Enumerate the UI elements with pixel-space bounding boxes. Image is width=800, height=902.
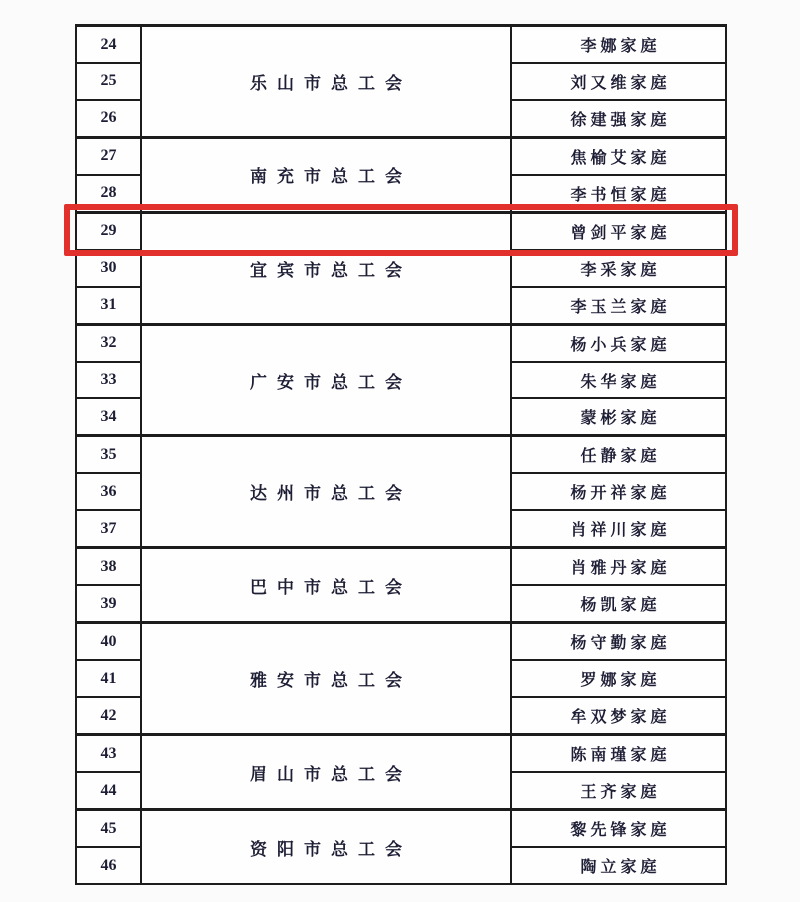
family-cell: 徐建强家庭: [511, 100, 726, 138]
family-cell: 李娜家庭: [511, 26, 726, 64]
family-cell: 肖雅丹家庭: [511, 548, 726, 586]
row-number-cell: 25: [76, 63, 141, 100]
family-cell: 曾剑平家庭: [511, 212, 726, 250]
table-row: [76, 623, 726, 661]
union-cell: 雅安市总工会: [141, 623, 511, 735]
row-number-cell: 43: [76, 735, 141, 773]
family-cell: 李书恒家庭: [511, 175, 726, 213]
row-number-cell: 41: [76, 660, 141, 697]
table-row: [76, 212, 726, 250]
union-cell: 广安市总工会: [141, 324, 511, 436]
row-number-cell: 39: [76, 585, 141, 623]
table-row: [76, 436, 726, 474]
family-cell: 杨小兵家庭: [511, 324, 726, 362]
family-cell: 任静家庭: [511, 436, 726, 474]
family-cell: 王齐家庭: [511, 772, 726, 810]
family-cell: 蒙彬家庭: [511, 398, 726, 436]
union-cell: 巴中市总工会: [141, 548, 511, 623]
row-number-cell: 30: [76, 250, 141, 287]
award-family-table: [75, 24, 727, 885]
table-row: [76, 26, 726, 64]
union-cell: 宜宾市总工会: [141, 212, 511, 324]
family-cell: 刘又维家庭: [511, 63, 726, 100]
family-cell: 黎先锋家庭: [511, 810, 726, 848]
row-number-cell: 36: [76, 473, 141, 510]
union-cell: 南充市总工会: [141, 137, 511, 212]
family-cell: 朱华家庭: [511, 362, 726, 399]
table-row: [76, 548, 726, 586]
row-number-cell: 24: [76, 26, 141, 64]
row-number-cell: 44: [76, 772, 141, 810]
family-cell: 杨守勤家庭: [511, 623, 726, 661]
family-cell: 陈南瑾家庭: [511, 735, 726, 773]
row-number-cell: 34: [76, 398, 141, 436]
family-cell: 陶立家庭: [511, 847, 726, 884]
family-cell: 罗娜家庭: [511, 660, 726, 697]
row-number-cell: 29: [76, 212, 141, 250]
table-row: [76, 137, 726, 175]
family-cell: 焦榆艾家庭: [511, 137, 726, 175]
family-cell: 杨凯家庭: [511, 585, 726, 623]
row-number-cell: 35: [76, 436, 141, 474]
table-row: [76, 735, 726, 773]
family-cell: 肖祥川家庭: [511, 510, 726, 548]
family-cell: 李采家庭: [511, 250, 726, 287]
row-number-cell: 40: [76, 623, 141, 661]
row-number-cell: 26: [76, 100, 141, 138]
row-number-cell: 27: [76, 137, 141, 175]
row-number-cell: 31: [76, 287, 141, 325]
row-number-cell: 32: [76, 324, 141, 362]
table-row: [76, 810, 726, 848]
row-number-cell: 45: [76, 810, 141, 848]
family-cell: 杨开祥家庭: [511, 473, 726, 510]
union-cell: 眉山市总工会: [141, 735, 511, 810]
family-cell: 牟双梦家庭: [511, 697, 726, 735]
union-cell: 资阳市总工会: [141, 810, 511, 884]
row-number-cell: 38: [76, 548, 141, 586]
row-number-cell: 28: [76, 175, 141, 213]
union-cell: 达州市总工会: [141, 436, 511, 548]
row-number-cell: 46: [76, 847, 141, 884]
row-number-cell: 37: [76, 510, 141, 548]
union-cell: 乐山市总工会: [141, 26, 511, 138]
row-number-cell: 42: [76, 697, 141, 735]
row-number-cell: 33: [76, 362, 141, 399]
table-row: [76, 324, 726, 362]
family-cell: 李玉兰家庭: [511, 287, 726, 325]
